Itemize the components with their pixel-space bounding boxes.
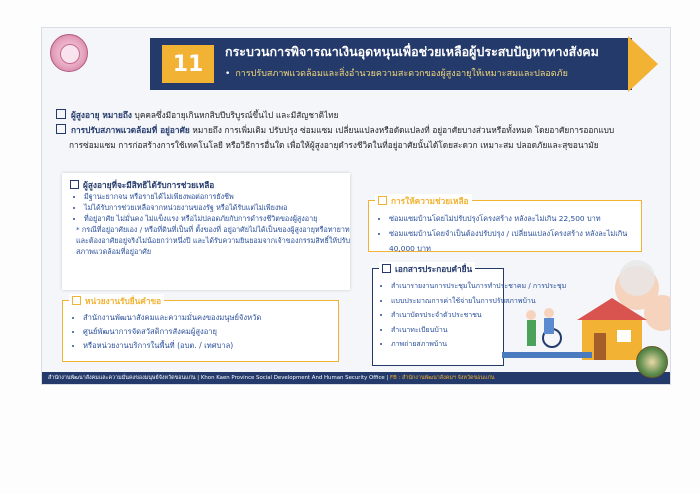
eligibility-list: [72, 191, 354, 257]
housing-definition: [56, 123, 646, 138]
header-arrow-icon: [628, 36, 658, 92]
ramp: [502, 352, 592, 358]
list-item: • สำเนาบัตรประจำตัวประชาชน: [391, 308, 670, 323]
housing-definition-cont: การซ่อมแซม การก่อสร้างการใช้เทคโนโลยี หรือวิธีการอื่นใด เพื่อให้ผู้สูงอายุดำรงชีวิตในที่อยู่อาศัยนั้นได้โดยสะดวก เหมาะสม ปลอดภัยและสุขอนามัย: [69, 140, 599, 150]
page-subtitle: • การปรับสภาพแวดล้อมและสิ่งอำนวยความสะดวกของผู้สูงอายุให้เหมาะสมและปลอดภัย: [225, 69, 568, 79]
checkbox-square-icon: [72, 296, 81, 305]
section-number: 11: [162, 45, 214, 83]
housing-def: หมายถึง การเพิ่มเติม ปรับปรุง ซ่อมแซม เปลี่ยนแปลงหรือดัดแปลงที่ อยู่อาศัยบางส่วนหรือทั้งหมด โดยอาศัยการออกแบบ: [192, 125, 615, 135]
docs-title-text: เอกสารประกอบคำยื่น: [395, 264, 473, 274]
list-item: • สำนักงานพัฒนาสังคมและความมั่นคงของมนุษย์จังหวัด: [83, 311, 261, 325]
elder-def: บุคคลซึ่งมีอายุเกินหกสิบปีบริบูรณ์ขึ้นไป และมีสัญชาติไทย: [134, 110, 339, 120]
checkbox-square-icon: [56, 109, 66, 119]
help-title-text: การให้ความช่วยเหลือ: [391, 196, 469, 206]
list-item: • แบบประมาณการค่าใช้จ่ายในการปรับสภาพบ้าน: [391, 294, 670, 309]
helper-head: [526, 310, 536, 320]
docs-title: [379, 262, 475, 276]
list-item: • สำเนาทะเบียนบ้าน: [391, 323, 670, 338]
house-door: [594, 333, 606, 360]
elder-definition: [56, 108, 646, 123]
where-to-apply-box: [62, 296, 339, 362]
footer-facebook: FB : สำนักงานพัฒนาสังคมฯ จังหวัดขอนแก่น: [390, 375, 495, 381]
assistance-box: [368, 196, 642, 253]
list-item: • ไม่ได้รับการช่วยเหลือจากหน่วยงานของรัฐ หรือได้รับแต่ไม่เพียงพอ: [84, 202, 354, 213]
office-logo-icon: [50, 34, 88, 72]
checkbox-square-icon: [378, 196, 387, 205]
eligibility-title-text: ผู้สูงอายุที่จะมีสิทธิได้รับการช่วยเหลือ: [83, 180, 215, 190]
eligibility-note: * กรณีที่อยู่อาศัยเอง / หรือที่ดินที่เป็นที่ ตั้งของที่ อยู่อาศัยไม่ได้เป็นของผู้สูงอายุหรือทายาท และต้องอาศัยอยู่จริงไม่น้อยกว่าหนึ่งปี และได้รับความยินยอมจากเจ้าของกรรมสิทธิ์ให้ปรับสภาพแวดล้อมที่อยู่อาศัย: [76, 225, 351, 256]
list-item: • ที่อยู่อาศัย ไม่มั่นคง ไม่แข็งแรง หรือไม่ปลอดภัยกับการดำรงชีวิตของผู้สูงอายุ: [84, 213, 354, 224]
eligibility-title: [70, 178, 214, 192]
list-item: • ภาพถ่ายสภาพบ้าน: [391, 337, 670, 352]
elder-head: [544, 308, 554, 318]
where-title-text: หน่วยงานรับยื่นคำขอ: [85, 296, 162, 306]
page-title: กระบวนการพิจารณาเงินอุดหนุนเพื่อช่วยเหลือผู้ประสบปัญหาทางสังคม: [225, 44, 599, 59]
definitions: [56, 108, 646, 153]
elder-body: [544, 318, 554, 334]
infographic-page: [42, 28, 670, 384]
where-list: [71, 311, 261, 353]
footer-text: สำนักงานพัฒนาสังคมและความมั่นคงของมนุษย์จังหวัดขอนแก่น | Khon Kaen Province Social Development And Human Security Office |: [48, 375, 389, 381]
where-title: [69, 294, 164, 308]
provincial-seal-icon: [636, 346, 668, 378]
help-title: [375, 194, 472, 208]
checkbox-square-icon: [70, 180, 79, 189]
housing-term: การปรับสภาพแวดล้อมที่ อยู่อาศัย: [71, 125, 190, 135]
page-subtitle-text: การปรับสภาพแวดล้อมและสิ่งอำนวยความสะดวกของผู้สูงอายุให้เหมาะสมและปลอดภัย: [235, 69, 568, 79]
house-window: [617, 330, 631, 342]
checkbox-square-icon: [382, 264, 391, 273]
footer-bar: [42, 372, 670, 384]
list-item: • ซ่อมแซมบ้านโดยจำเป็นต้องปรับปรุง / เปลี่ยนแปลงโครงสร้าง หลังละไม่เกิน 40,000 บาท: [389, 226, 641, 256]
elder-hair-1: [619, 260, 655, 296]
list-item: • ซ่อมแซมบ้านโดยไม่ปรับปรุงโครงสร้าง หลังละไม่เกิน 22,500 บาท: [389, 211, 641, 226]
checkbox-square-icon: [56, 124, 66, 134]
list-item: • สำเนารายงานการประชุมในการทำประชาคม / การประชุม: [391, 279, 670, 294]
list-item: • ศูนย์พัฒนาการจัดสวัสดิการสังคมผู้สูงอายุ: [83, 325, 261, 339]
helper-body: [527, 320, 536, 346]
list-item: • มีฐานะยากจน หรือรายได้ไม่เพียงพอต่อการยังชีพ: [84, 191, 354, 202]
elder-term: ผู้สูงอายุ หมายถึง: [71, 110, 132, 120]
list-item: • หรือหน่วยงานบริการในพื้นที่ (อบต. / เทศบาล): [83, 339, 261, 353]
eligibility-box: [62, 173, 350, 290]
